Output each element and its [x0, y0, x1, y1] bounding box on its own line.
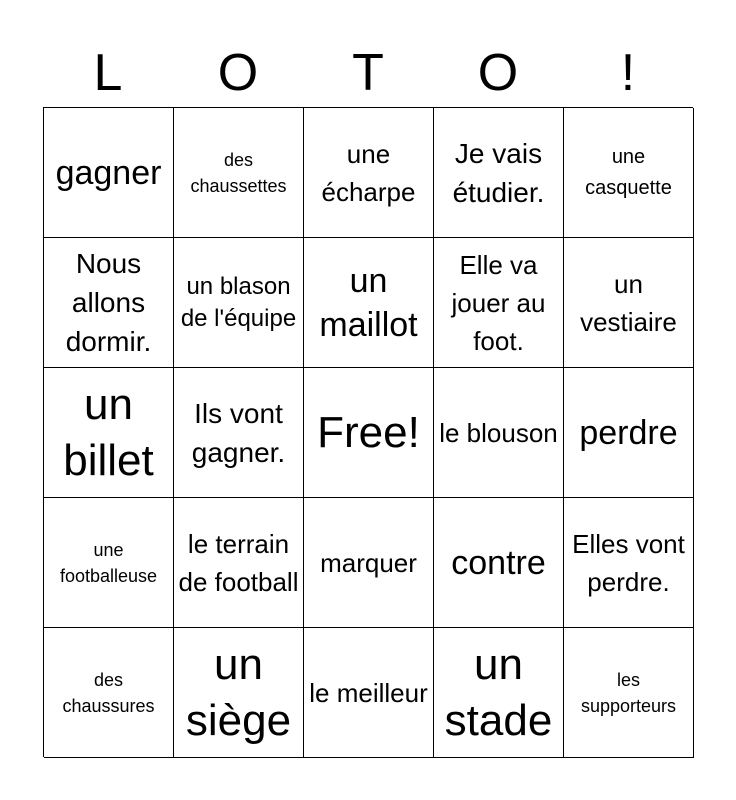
cell-text: Free! [317, 407, 420, 457]
bingo-cell[interactable] [564, 498, 694, 628]
bingo-cell[interactable] [304, 628, 434, 758]
bingo-cell[interactable] [304, 108, 434, 238]
bingo-cell[interactable] [434, 238, 564, 368]
title-letter: O [217, 44, 259, 102]
bingo-cell[interactable] [44, 368, 174, 498]
cell-text: gagner [55, 153, 162, 192]
bingo-cell[interactable] [174, 238, 304, 368]
title-letter: O [477, 44, 519, 102]
bingo-cell[interactable] [564, 238, 694, 368]
cell-text: un blason de l'équipe [180, 272, 297, 332]
cell-text: des chaussettes [190, 149, 287, 196]
cell-text: un stade [444, 639, 553, 745]
cell-text: une écharpe [321, 138, 416, 207]
bingo-cell[interactable] [304, 238, 434, 368]
bingo-cell[interactable] [44, 108, 174, 238]
cell-text: une casquette [585, 145, 672, 199]
cell-text: marquer [320, 547, 417, 578]
bingo-cell[interactable] [174, 628, 304, 758]
bingo-title [43, 40, 693, 106]
cell-text: le terrain de football [178, 528, 299, 597]
bingo-cell[interactable] [434, 108, 564, 238]
bingo-cell[interactable] [174, 498, 304, 628]
cell-text: un maillot [319, 261, 418, 344]
cell-text: un siège [185, 639, 292, 745]
title-letter: L [93, 44, 123, 102]
cell-text: une footballeuse [59, 539, 158, 586]
bingo-cell[interactable] [434, 368, 564, 498]
bingo-cell[interactable] [434, 628, 564, 758]
cell-text: un billet [63, 379, 154, 485]
bingo-cell[interactable] [174, 108, 304, 238]
title-letter: T [352, 44, 384, 102]
cell-text: le meilleur [309, 677, 428, 708]
bingo-cell[interactable] [304, 498, 434, 628]
cell-text: le blouson [439, 417, 558, 448]
title-letter: ! [620, 44, 636, 102]
bingo-cell[interactable] [44, 628, 174, 758]
free-space[interactable] [304, 368, 434, 498]
cell-text: contre [451, 543, 546, 582]
bingo-cell[interactable] [434, 498, 564, 628]
bingo-cell[interactable] [174, 368, 304, 498]
cell-text: Elles vont perdre. [572, 528, 685, 597]
cell-text: Nous allons dormir. [65, 248, 152, 357]
bingo-cell[interactable] [564, 108, 694, 238]
bingo-cell[interactable] [564, 628, 694, 758]
cell-text: Elle va jouer au foot. [451, 249, 546, 356]
cell-text: perdre [579, 413, 678, 452]
cell-text: Ils vont gagner. [191, 397, 286, 468]
bingo-cell[interactable] [44, 498, 174, 628]
cell-text: un vestiaire [580, 268, 677, 337]
bingo-cell[interactable] [564, 368, 694, 498]
cell-text: Je vais étudier. [452, 137, 545, 208]
bingo-cell[interactable] [44, 238, 174, 368]
bingo-grid [43, 107, 693, 757]
cell-text: des chaussures [62, 669, 155, 716]
cell-text: les supporteurs [580, 669, 677, 716]
